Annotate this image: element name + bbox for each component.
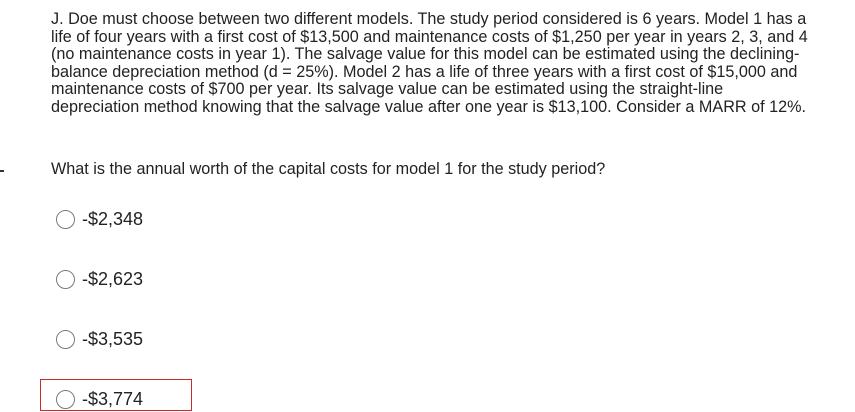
answer-option-4[interactable] [56, 386, 143, 412]
radio-button-icon[interactable] [56, 330, 75, 349]
answer-option-3[interactable] [56, 326, 143, 352]
answer-option-label: -$3,774 [82, 388, 144, 409]
question-prompt: What is the annual worth of the capital costs for model 1 for the study period? [51, 160, 606, 178]
left-edge-mark [0, 170, 4, 172]
answer-option-label: -$3,535 [82, 328, 144, 349]
answer-option-label: -$2,623 [82, 268, 144, 289]
answer-option-2[interactable] [56, 266, 143, 292]
answer-option-1[interactable] [56, 206, 143, 232]
radio-button-icon[interactable] [56, 270, 75, 289]
answer-option-label: -$2,348 [82, 208, 144, 229]
question-text: J. Doe must choose between two different models. The study period considered is 6 years. Model 1 has a life of four years with a first cost of $13,500 and maintenance costs of $1,250 per year in years 2, 3, and 4 (no maintenance costs in year 1). The salvage value for this model can be estimated using the declining-balance depreciation method (d = 25%). Model 2 has a life of three years with a first cost of $15,000 and maintenance costs of $700 per year. Its salvage value can be estimated using the straight-line depreciation method knowing that the salvage value after one year is $13,100. Consider a MARR of 12%. [51, 10, 808, 116]
radio-button-icon[interactable] [56, 390, 75, 409]
radio-button-icon[interactable] [56, 210, 75, 229]
